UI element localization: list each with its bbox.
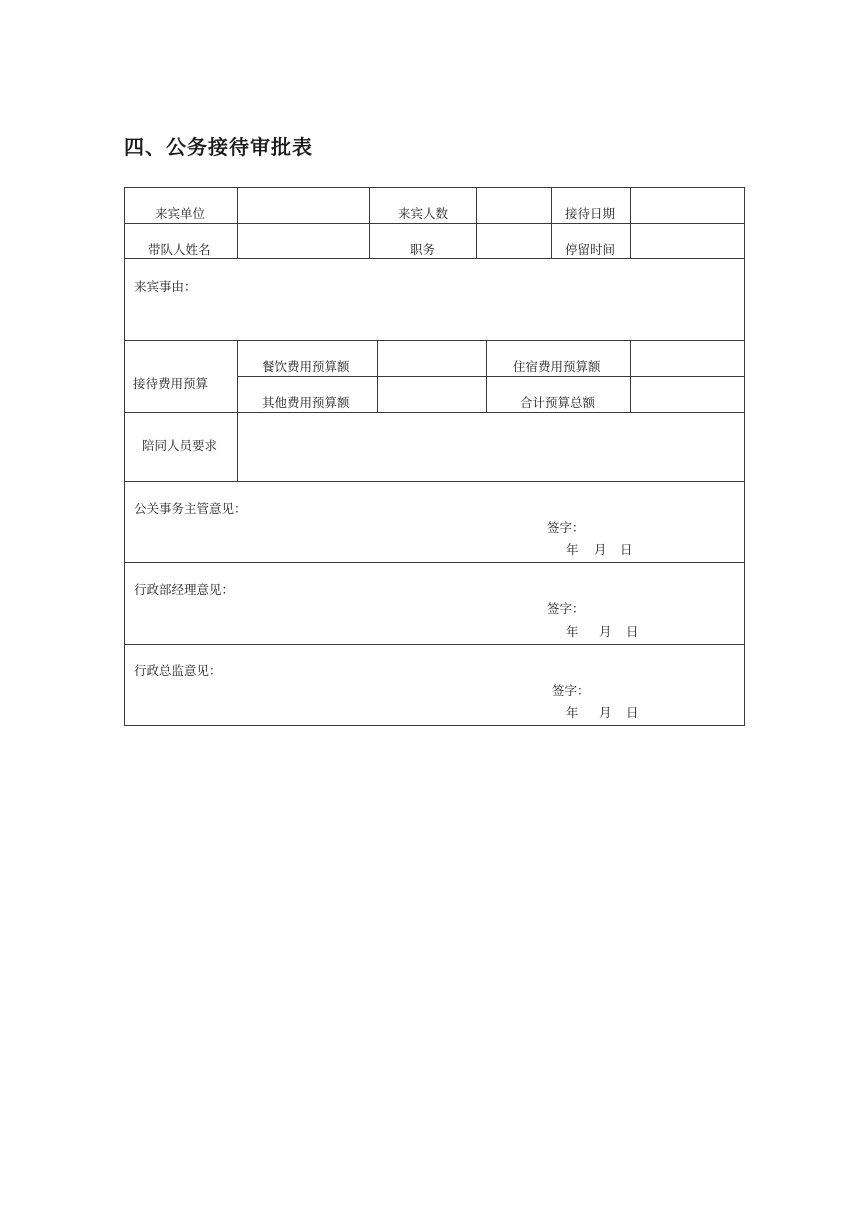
col-divider <box>377 340 378 412</box>
pr-supervisor-opinion-label: 公关事务主管意见： <box>134 501 247 516</box>
day-label: 日 <box>626 624 639 639</box>
visit-reason-label: 来宾事由： <box>134 279 197 294</box>
table-border-left <box>124 187 125 726</box>
month-label: 月 <box>599 624 612 639</box>
table-border-bottom <box>124 725 745 726</box>
table-border-top <box>124 187 745 188</box>
row-divider <box>124 412 745 413</box>
col-divider <box>630 340 631 412</box>
budget-label: 接待费用预算 <box>133 376 209 391</box>
month-label: 月 <box>599 705 612 720</box>
col-divider <box>630 187 631 259</box>
row-divider <box>124 644 745 645</box>
meal-budget-label: 餐饮费用预算额 <box>262 359 350 374</box>
row-divider <box>124 223 745 224</box>
year-label: 年 <box>566 624 579 639</box>
col-divider <box>476 187 477 259</box>
month-label: 月 <box>594 542 607 557</box>
year-label: 年 <box>566 705 579 720</box>
col-divider <box>551 187 552 259</box>
admin-manager-opinion-label: 行政部经理意见： <box>134 582 235 597</box>
visitor-count-label: 来宾人数 <box>398 206 449 221</box>
signature-label: 签字： <box>547 520 585 535</box>
day-label: 日 <box>620 542 633 557</box>
visitor-unit-label: 来宾单位 <box>155 206 206 221</box>
other-budget-label: 其他费用预算额 <box>262 395 350 410</box>
year-label: 年 <box>566 542 579 557</box>
reception-date-label: 接待日期 <box>565 206 616 221</box>
col-divider <box>237 340 238 481</box>
position-label: 职务 <box>410 242 436 257</box>
row-divider <box>124 258 745 259</box>
row-divider <box>124 340 745 341</box>
lodging-budget-label: 住宿费用预算额 <box>513 359 601 374</box>
page-title: 四、公务接待审批表 <box>124 135 313 159</box>
row-divider <box>124 481 745 482</box>
escort-requirement-label: 陪同人员要求 <box>142 438 218 453</box>
col-divider <box>486 340 487 412</box>
row-divider <box>237 376 745 377</box>
signature-label: 签字： <box>547 601 585 616</box>
day-label: 日 <box>626 705 639 720</box>
admin-director-opinion-label: 行政总监意见： <box>134 663 222 678</box>
col-divider <box>369 187 370 259</box>
col-divider <box>237 187 238 259</box>
table-border-right <box>744 187 745 726</box>
signature-label: 签字： <box>552 683 590 698</box>
stay-duration-label: 停留时间 <box>565 242 616 257</box>
total-budget-label: 合计预算总额 <box>520 395 596 410</box>
row-divider <box>124 562 745 563</box>
team-leader-label: 带队人姓名 <box>148 242 211 257</box>
